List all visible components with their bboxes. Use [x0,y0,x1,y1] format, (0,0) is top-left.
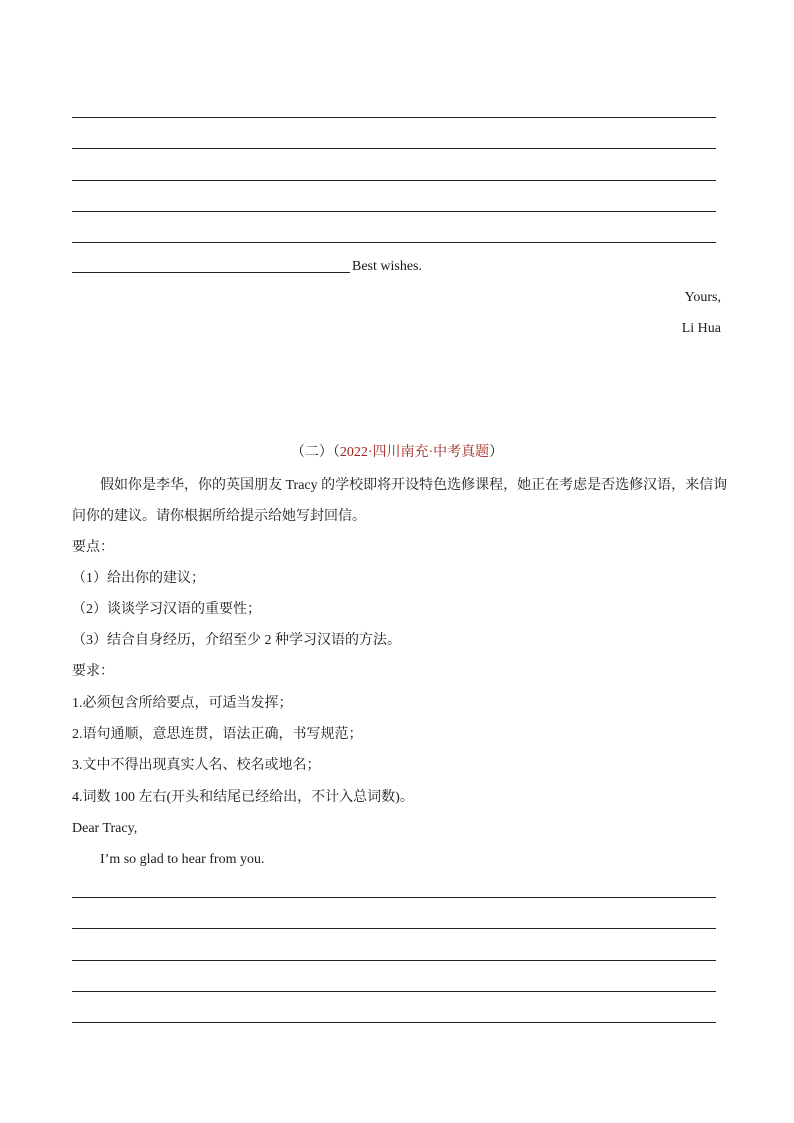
writing-line-short [72,272,350,273]
writing-line [72,991,716,992]
writing-line [72,897,716,898]
point-item: （2）谈谈学习汉语的重要性； [72,602,261,617]
letter-greeting: Dear Tracy, [72,821,138,836]
closing-line: Best wishes. [352,259,422,274]
requirements-title: 要求： [72,664,114,679]
requirement-item: 4.词数 100 左右(开头和结尾已经给出，不计入总词数)。 [72,790,414,805]
requirement-item: 3.文中不得出现真实人名、校名或地名； [72,758,321,773]
point-item: （1）给出你的建议； [72,571,205,586]
requirement-item: 2.语句通顺，意思连贯，语法正确，书写规范； [72,727,363,742]
signature: Li Hua [681,321,721,336]
requirement-item: 1.必须包含所给要点，可适当发挥； [72,696,293,711]
writing-line [72,117,716,118]
task-heading [0,444,794,462]
heading-suffix: ） [489,445,504,460]
writing-line [72,180,716,181]
heading-source: 2022·四川南充·中考真题 [339,445,490,460]
prompt-line-2: 问你的建议。请你根据所给提示给她写封回信。 [72,509,366,524]
writing-line [72,242,716,243]
writing-line [72,960,716,961]
points-title: 要点： [72,540,114,555]
writing-line [72,928,716,929]
heading-prefix: （二）（ [290,445,340,460]
writing-line [72,148,716,149]
point-item: （3）结合自身经历，介绍至少 2 种学习汉语的方法。 [72,633,401,648]
prompt-line-1: 假如你是李华，你的英国朋友 Tracy 的学校即将开设特色选修课程，她正在考虑是否选修汉语，来信询 [100,478,728,493]
letter-opening: I’m so glad to hear from you. [100,852,265,867]
sign-off: Yours, [684,290,721,305]
writing-line [72,1022,716,1023]
writing-line [72,211,716,212]
